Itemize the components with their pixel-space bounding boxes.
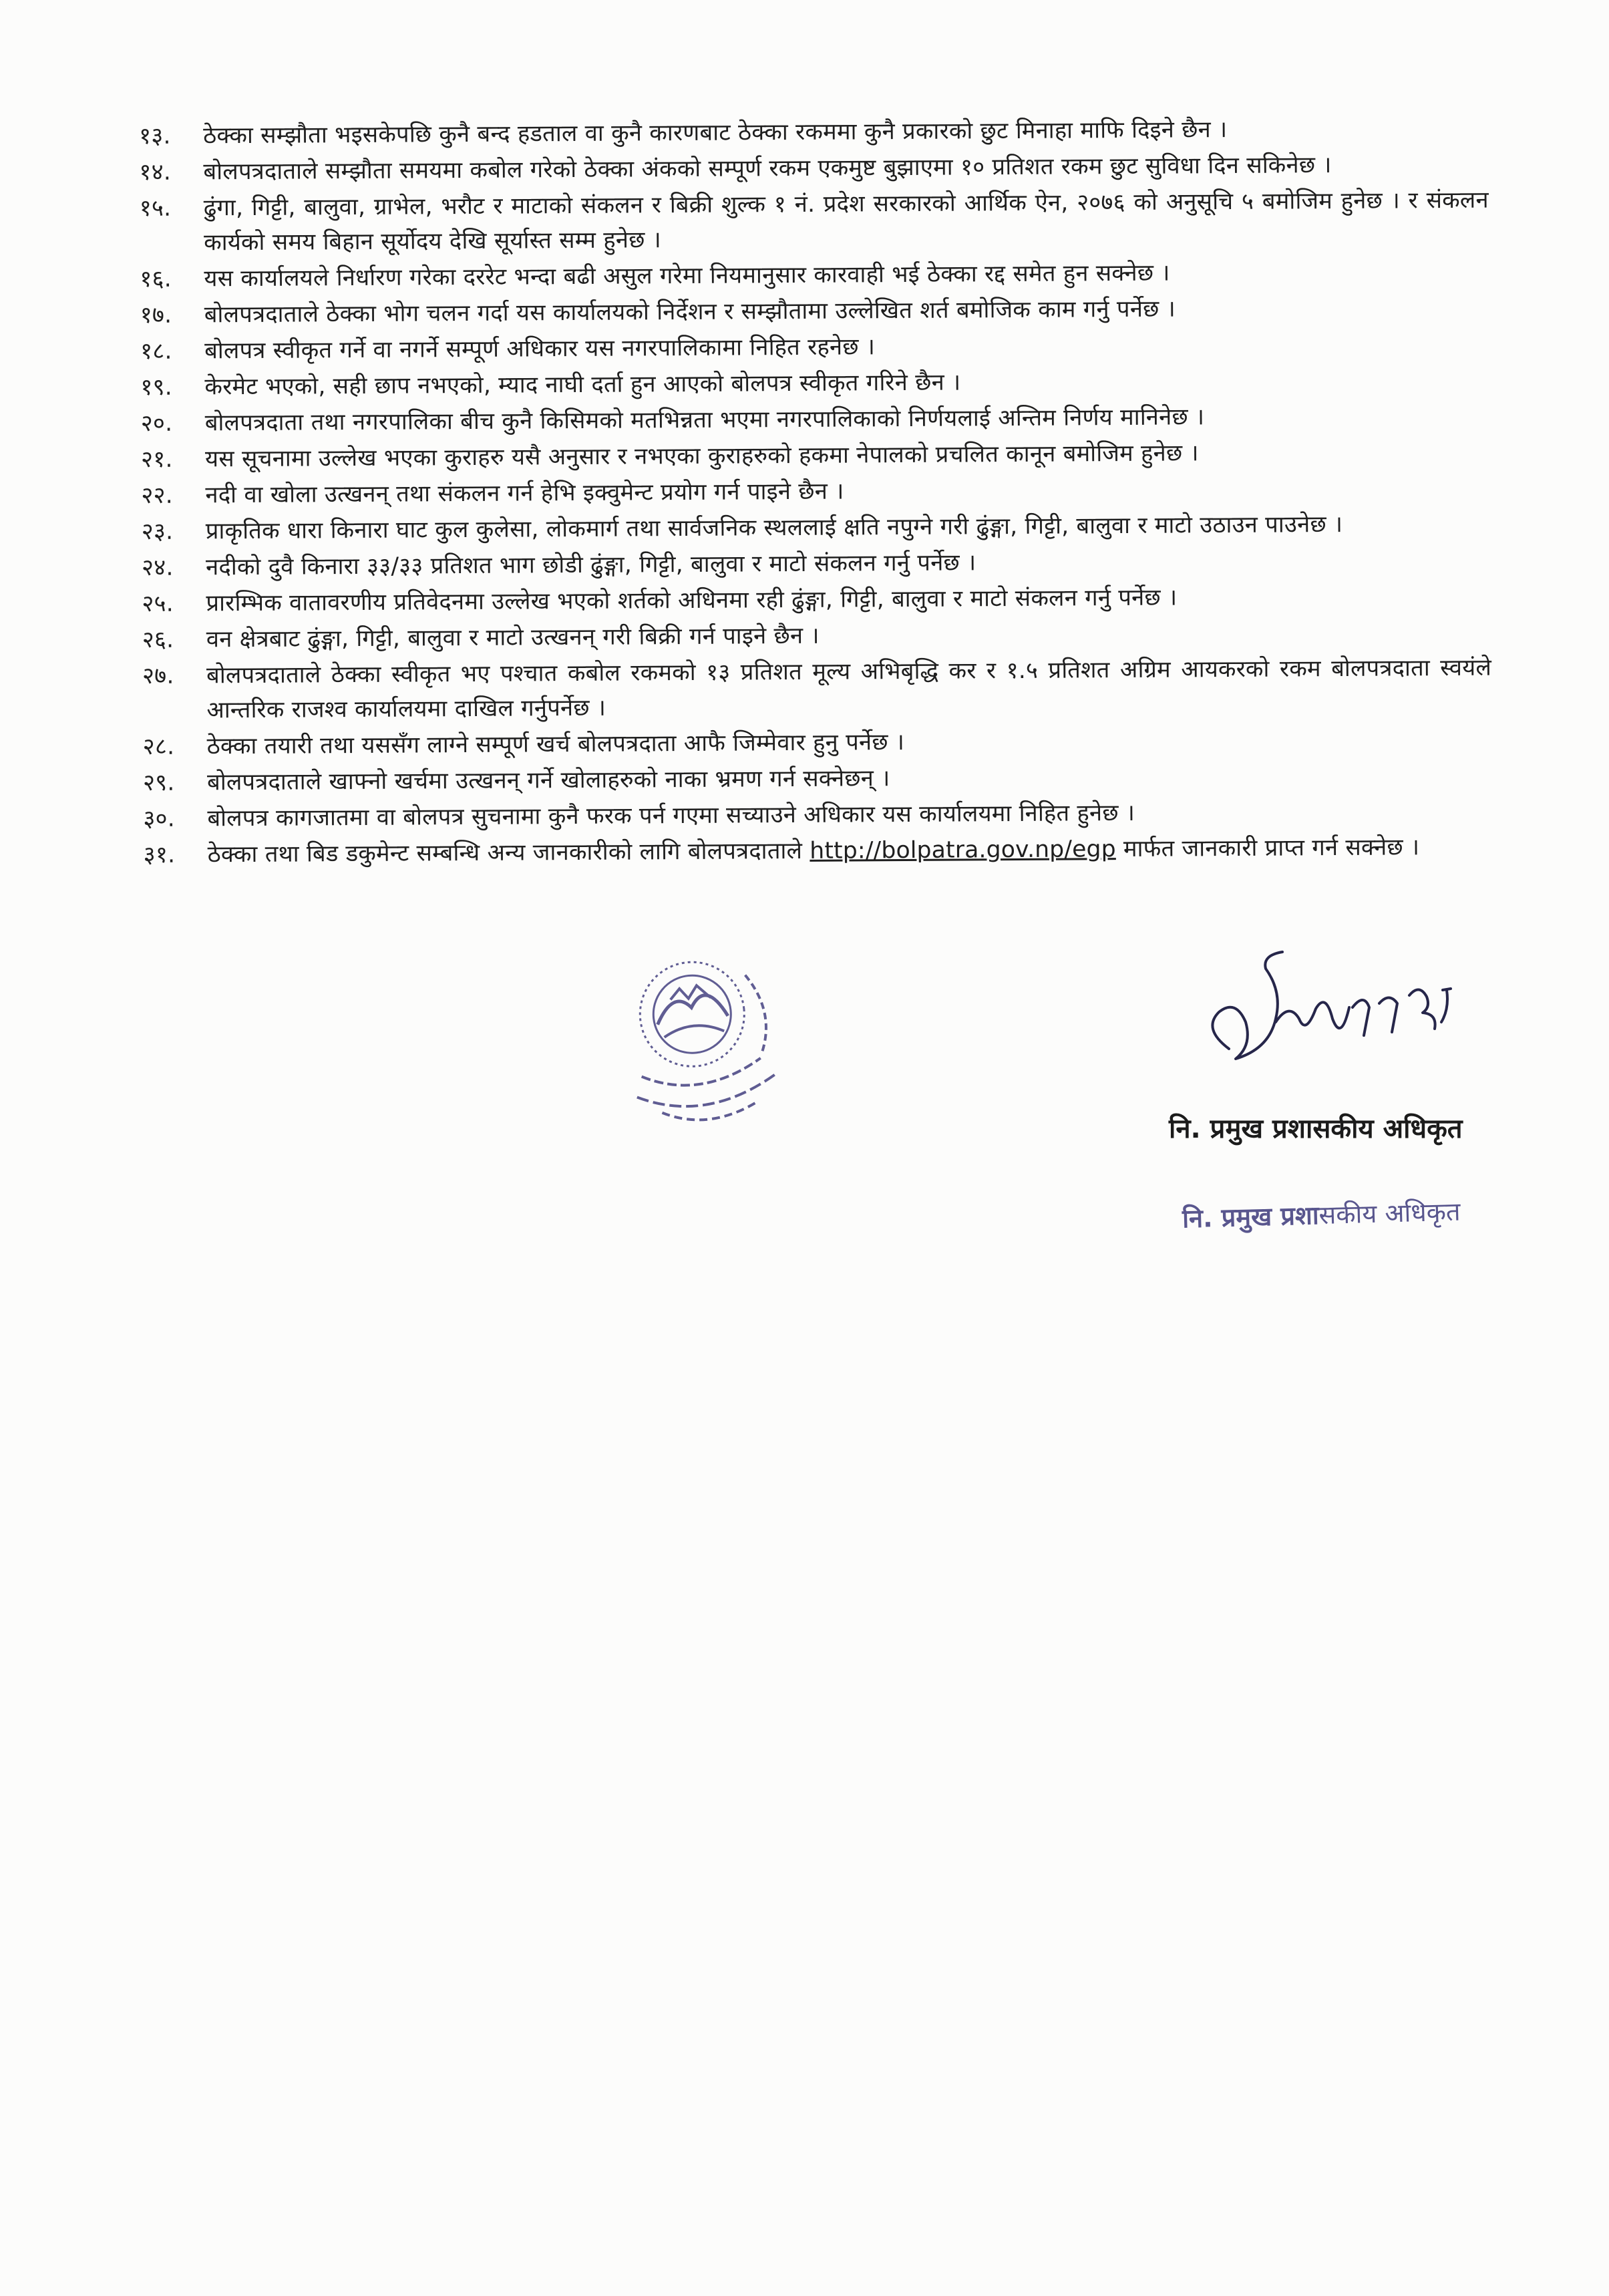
office-seal (574, 923, 817, 1166)
clause-item (140, 183, 1489, 261)
clause-item (141, 434, 1490, 477)
clause-text: बोलपत्रदाताले ठेक्का स्वीकृत भए पश्चात कबोल रकमको १३ प्रतिशत मूल्य अभिबृद्धि कर र १.५ प्रतिशत अग्रिम आयकरको रकम बोलपत्रदाता स्वयंले आन्तरिक राजश्व कार्यालयमा दाखिल गर्नुपर्नेछ । (206, 654, 1492, 724)
notice-conditions-list (139, 111, 1493, 874)
clause-number: १६. (140, 265, 172, 293)
officer-signature (1189, 929, 1483, 1089)
officer-title: नि. प्रमुख प्रशासकीय अधिकृत (1169, 1114, 1463, 1144)
clause-item (142, 506, 1491, 549)
clause-item (140, 362, 1489, 405)
clause-text: ठेक्का तयारी तथा यससँग लाग्ने सम्पूर्ण खर्च बोलपत्रदाता आफै जिम्मेवार हुनु पर्नेछ । (206, 729, 905, 760)
clause-item (139, 111, 1488, 154)
clause-number: २५. (142, 590, 174, 617)
clause-number: २८. (142, 733, 175, 760)
clause-number: ३०. (143, 805, 175, 832)
clause-number: १८. (140, 337, 172, 365)
clause-item (143, 794, 1492, 836)
clause-item (140, 254, 1489, 297)
clause-number: २६. (142, 626, 174, 653)
clause-text: बोलपत्रदाताले खाफ्नो खर्चमा उत्खनन् गर्ने खोलाहरुको नाका भ्रमण गर्न सक्नेछन् । (206, 765, 890, 796)
clause-number: १७. (140, 301, 172, 329)
clause-text: प्रारम्भिक वातावरणीय प्रतिवेदनमा उल्लेख भएको शर्तको अधिनमा रही ढुंङ्गा, गिट्टी, बालुवा र माटो संकलन गर्नु पर्नेछ । (206, 584, 1178, 617)
officer-stamp-rest: सकीय अधिकृत (1318, 1196, 1461, 1231)
clause-number: १३. (139, 122, 171, 150)
clause-number: २२. (141, 482, 174, 509)
clause-number: २३. (141, 518, 174, 545)
clause-item (143, 721, 1492, 764)
clause-text: केरमेट भएको, सही छाप नभएको, म्याद नाघी दर्ता हुन आएको बोलपत्र स्वीकृत गरिने छैन । (204, 369, 961, 401)
clause-text (208, 830, 1493, 872)
clause-item (143, 758, 1492, 800)
clause-text: यस सूचनामा उल्लेख भएका कुराहरु यसै अनुसार र नभएका कुराहरुको हकमा नेपालको प्रचलित कानून बमोजिम हुनेछ । (204, 440, 1199, 473)
clause-number: १५. (139, 194, 172, 222)
clause-item-last (144, 830, 1493, 872)
clause-text: बोलपत्र कागजातमा वा बोलपत्र सुचनामा कुनै फरक पर्न गएमा सच्याउने अधिकार यस कार्यालयमा निहित हुनेछ । (207, 799, 1135, 832)
clause-number: २९. (142, 769, 175, 796)
clause-item (142, 651, 1492, 728)
clause-number: २७. (142, 662, 174, 689)
clause-item (140, 326, 1489, 369)
officer-stamp-bold: नि. प्रमुख प्रशा (1182, 1200, 1320, 1234)
officer-stamp (1182, 1194, 1461, 1236)
clause-text: बोलपत्रदाताले सम्झौता समयमा कबोल गरेको ठेक्का अंकको सम्पूर्ण रकम एकमुष्ट बुझाएमा १० प्रतिशत रकम छुट सुविधा दिन सकिनेछ । (203, 152, 1332, 186)
clause-text: यस कार्यालयले निर्धारण गरेका दररेट भन्दा बढी असुल गरेमा नियमानुसार कारवाही भई ठेक्का रद्द समेत हुन सक्नेछ । (204, 259, 1170, 293)
clause-number: २४. (141, 554, 174, 581)
clause-text: ढुंगा, गिट्टी, बालुवा, ग्राभेल, भरौट र माटाको संकलन र बिक्री शुल्क १ नं. प्रदेश सरकारको आर्थिक ऐन, २०७६ को अनुसूचि ५ बमोजिम हुनेछ । र संकलन कार्यको समय बिहान सूर्योदय देखि सूर्यास्त सम्म हुनेछ । (203, 186, 1489, 257)
clause-number: २०. (140, 409, 173, 437)
clause-number: १४. (139, 158, 172, 186)
clause-text-before-link: ठेक्का तथा बिड डकुमेन्ट सम्बन्धि अन्य जानकारीको लागि बोलपत्रदाताले (207, 837, 803, 868)
clause-text: बोलपत्रदाताले ठेक्का भोग चलन गर्दा यस कार्यालयको निर्देशन र सम्झौतामा उल्लेखित शर्त बमोजिक काम गर्नु पर्नेछ । (204, 295, 1176, 329)
clause-item (141, 470, 1490, 513)
clause-text: वन क्षेत्रबाट ढुंङ्गा, गिट्टी, बालुवा र माटो उत्खनन् गरी बिक्री गर्न पाइने छैन । (206, 622, 820, 653)
clause-text: नदीको दुवै किनारा ३३/३३ प्रतिशत भाग छोडी ढुंङ्गा, गिट्टी, बालुवा र माटो संकलन गर्नु पर्नेछ । (205, 549, 976, 581)
clause-item (139, 147, 1488, 190)
clause-number: ३१. (143, 841, 176, 868)
clause-number: २१. (140, 446, 173, 473)
clause-item (142, 542, 1491, 585)
clause-number: १९. (140, 373, 173, 401)
bolpatra-link[interactable]: http://bolpatra.gov.np/egp (810, 836, 1116, 864)
clause-text-after-link: मार्फत जानकारी प्राप्त गर्न सक्नेछ । (1123, 834, 1420, 863)
clause-item (141, 398, 1490, 441)
clause-item (142, 615, 1491, 657)
clause-text: बोलपत्रदाता तथा नगरपालिका बीच कुनै किसिमको मतभिन्नता भएमा नगरपालिकाको निर्णयलाई अन्तिम निर्णय मानिनेछ । (204, 403, 1205, 437)
clause-item (142, 579, 1491, 621)
clause-text: ठेक्का सम्झौता भइसकेपछि कुनै बन्द हडताल वा कुनै कारणबाट ठेक्का रकममा कुनै प्रकारको छुट मिनाहा माफि दिइने छैन । (203, 116, 1228, 150)
clause-text: प्राकृतिक धारा किनारा घाट कुल कुलेसा, लोकमार्ग तथा सार्वजनिक स्थललाई क्षति नपुग्ने गरी ढुंङ्गा, गिट्टी, बालुवा र माटो उठाउन पाउनेछ । (205, 511, 1343, 545)
clause-text: नदी वा खोला उत्खनन् तथा संकलन गर्न हेभि इक्वुमेन्ट प्रयोग गर्न पाइने छैन । (205, 478, 844, 509)
clause-item (140, 290, 1489, 333)
clause-text: बोलपत्र स्वीकृत गर्ने वा नगर्ने सम्पूर्ण अधिकार यस नगरपालिकामा निहित रहनेछ । (204, 333, 876, 365)
